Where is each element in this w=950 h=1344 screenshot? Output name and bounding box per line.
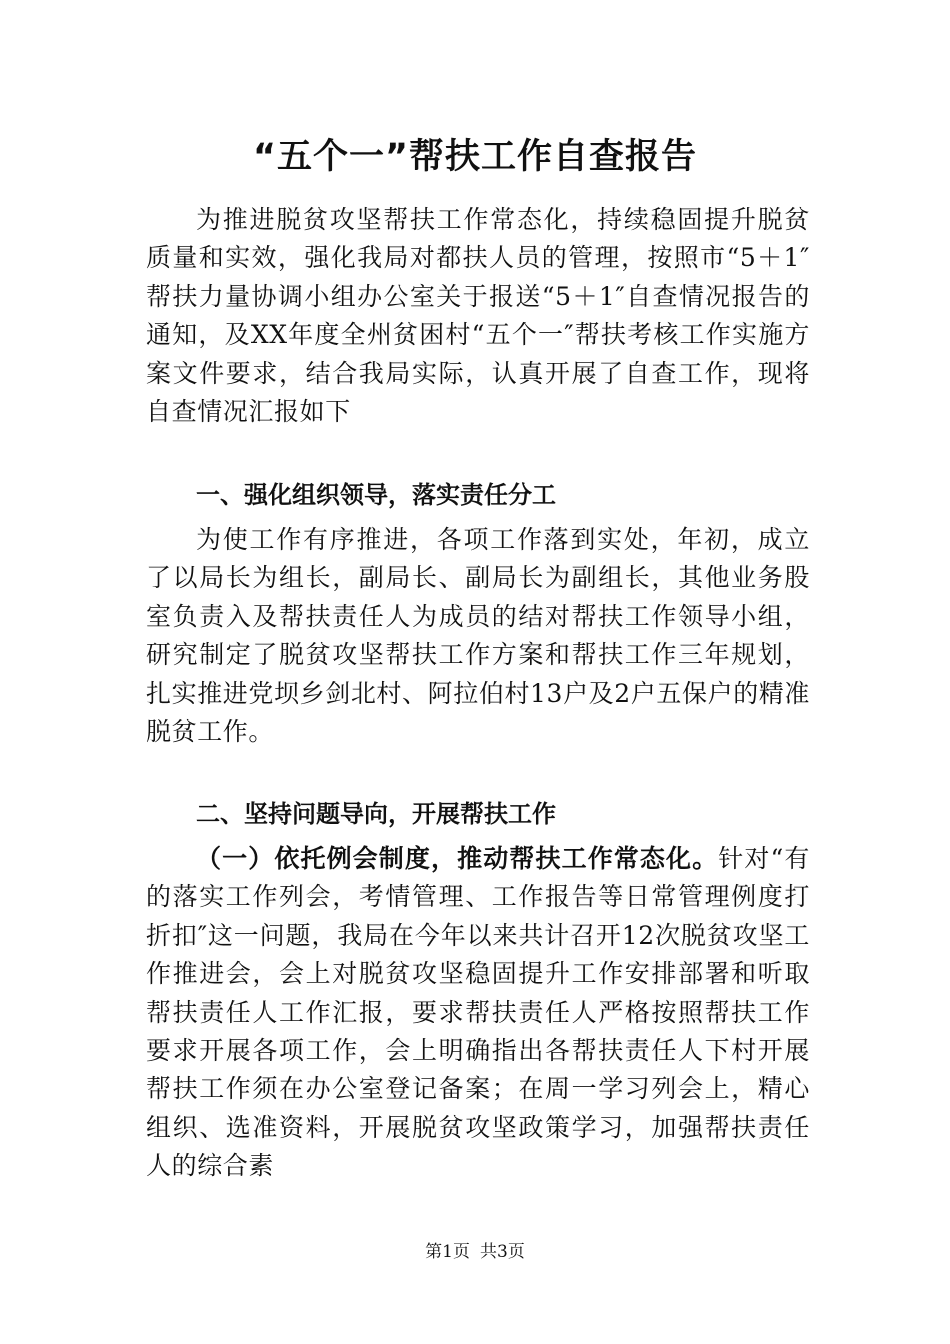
page-footer [0,1240,950,1264]
section-2-paragraph [146,840,810,1186]
subsection-1-lead: （一）依托例会制度，推动帮扶工作常态化。 [196,844,719,873]
page-number: 第1页 [425,1242,470,1262]
section-1-paragraph: 为使工作有序推进，各项工作落到实处，年初，成立了以局长为组长，副局长、副局长为副组长，其他业务股室负责入及帮扶责任人为成员的结对帮扶工作领导小组，研究制定了脱贫攻坚帮扶工作方案和帮扶工作三年规划，扎实推进党坝乡剑北村、阿拉伯村13户及2户五保户的精准脱贫工作。 [146,525,810,747]
intro-paragraph: 为推进脱贫攻坚帮扶工作常态化，持续稳固提升脱贫质量和实效，强化我局对都扶人员的管理，按照市“5＋1″帮扶力量协调小组办公室关于报送“5＋1″自查情况报告的通知，及XX年度全州贫困村“五个一″帮扶考核工作实施方案文件要求，结合我局实际，认真开展了自查工作，现将自查情况汇报如下 [146,205,810,427]
subsection-1-text: 针对“有的落实工作列会，考情管理、工作报告等日常管理例度打折扣″这一问题，我局在今年以来共计召开12次脱贫攻坚工作推进会，会上对脱贫攻坚稳固提升工作安排部署和听取帮扶责任人工作汇报，要求帮扶责任人严格按照帮扶工作要求开展各项工作，会上明确指出各帮扶责任人下村开展帮扶工作须在办公室登记备案；在周一学习列会上，精心组织、选准资料，开展脱贫攻坚政策学习，加强帮扶责任人的综合素 [146,844,810,1181]
section-2-heading: 二、坚持问题导向，开展帮扶工作 [196,800,556,828]
page-total: 共3页 [480,1242,525,1262]
section-1-heading: 一、强化组织领导，落实责任分工 [196,481,556,509]
page-title: “五个一”帮扶工作自查报告 [252,137,697,177]
